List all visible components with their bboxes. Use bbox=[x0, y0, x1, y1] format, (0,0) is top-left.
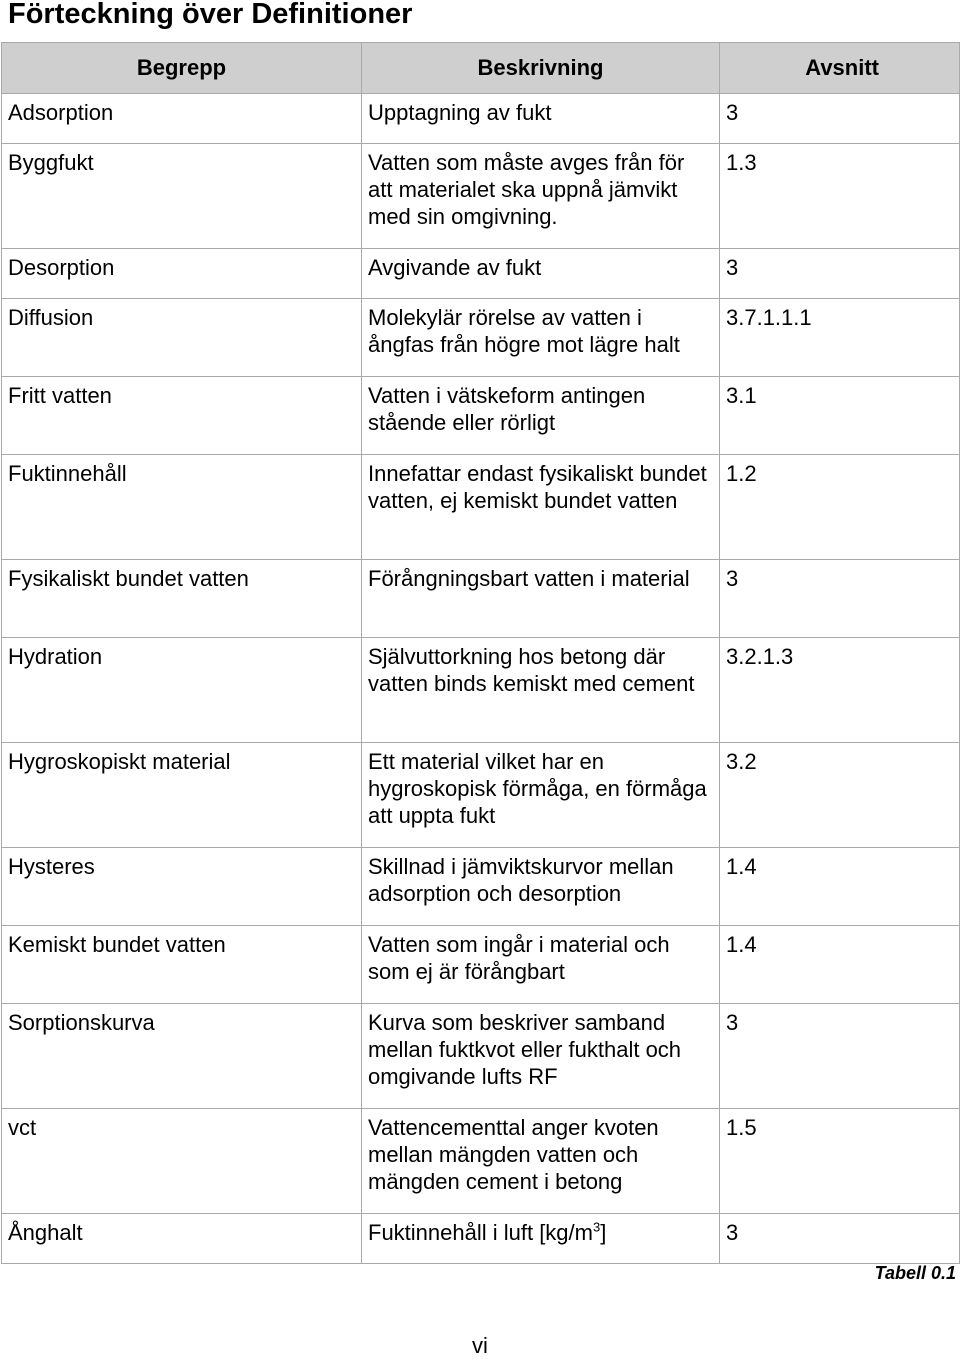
description-cell: Upptagning av fukt bbox=[362, 94, 720, 144]
table-row bbox=[2, 560, 960, 638]
description-text: Fuktinnehåll i luft [kg/m bbox=[368, 1220, 593, 1245]
term-cell: Hygroskopiskt material bbox=[2, 743, 362, 848]
table-caption: Tabell 0.1 bbox=[874, 1263, 956, 1283]
term-cell: Ånghalt bbox=[2, 1214, 362, 1264]
section-cell: 1.2 bbox=[720, 455, 960, 560]
section-cell: 3.2.1.3 bbox=[720, 638, 960, 743]
table-row bbox=[2, 455, 960, 560]
column-header-term: Begrepp bbox=[2, 43, 362, 94]
term-cell: Hysteres bbox=[2, 848, 362, 926]
table-header-row bbox=[2, 43, 960, 94]
description-cell: Vattencementtal anger kvoten mellan mängden vatten och mängden cement i betong bbox=[362, 1109, 720, 1214]
term-cell: Desorption bbox=[2, 249, 362, 299]
description-cell: Skillnad i jämviktskurvor mellan adsorption och desorption bbox=[362, 848, 720, 926]
term-cell: Hydration bbox=[2, 638, 362, 743]
description-text-end: ] bbox=[600, 1220, 607, 1245]
section-cell: 1.4 bbox=[720, 848, 960, 926]
table-row bbox=[2, 94, 960, 144]
table-row bbox=[2, 743, 960, 848]
term-cell: Fysikaliskt bundet vatten bbox=[2, 560, 362, 638]
term-cell: Sorptionskurva bbox=[2, 1004, 362, 1109]
section-cell: 1.5 bbox=[720, 1109, 960, 1214]
table-row bbox=[2, 1004, 960, 1109]
column-header-section: Avsnitt bbox=[720, 43, 960, 94]
table-row bbox=[2, 638, 960, 743]
description-cell: Självuttorkning hos betong där vatten binds kemiskt med cement bbox=[362, 638, 720, 743]
term-cell: vct bbox=[2, 1109, 362, 1214]
description-cell: Avgivande av fukt bbox=[362, 249, 720, 299]
column-header-description: Beskrivning bbox=[362, 43, 720, 94]
section-cell: 3.1 bbox=[720, 377, 960, 455]
table-row bbox=[2, 299, 960, 377]
section-cell: 3.2 bbox=[720, 743, 960, 848]
table-row bbox=[2, 1214, 960, 1264]
term-cell: Adsorption bbox=[2, 94, 362, 144]
description-cell bbox=[362, 1214, 720, 1264]
section-cell: 3 bbox=[720, 1214, 960, 1264]
description-cell: Vatten som ingår i material och som ej är förångbart bbox=[362, 926, 720, 1004]
definitions-table bbox=[1, 42, 960, 1264]
section-cell: 3 bbox=[720, 94, 960, 144]
section-cell: 3.7.1.1.1 bbox=[720, 299, 960, 377]
term-cell: Fritt vatten bbox=[2, 377, 362, 455]
table-row bbox=[2, 249, 960, 299]
description-superscript: 3 bbox=[592, 1219, 601, 1235]
section-cell: 1.4 bbox=[720, 926, 960, 1004]
section-cell: 1.3 bbox=[720, 144, 960, 249]
section-cell: 3 bbox=[720, 249, 960, 299]
description-cell: Innefattar endast fysikaliskt bundet vatten, ej kemiskt bundet vatten bbox=[362, 455, 720, 560]
description-cell: Vatten i vätskeform antingen stående eller rörligt bbox=[362, 377, 720, 455]
table-row bbox=[2, 377, 960, 455]
table-row bbox=[2, 1109, 960, 1214]
description-cell: Kurva som beskriver samband mellan fuktkvot eller fukthalt och omgivande lufts RF bbox=[362, 1004, 720, 1109]
table-row bbox=[2, 848, 960, 926]
section-cell: 3 bbox=[720, 1004, 960, 1109]
table-row bbox=[2, 144, 960, 249]
table-row bbox=[2, 926, 960, 1004]
description-cell: Förångningsbart vatten i material bbox=[362, 560, 720, 638]
section-cell: 3 bbox=[720, 560, 960, 638]
term-cell: Byggfukt bbox=[2, 144, 362, 249]
page-title: Förteckning över Definitioner bbox=[8, 0, 413, 30]
description-cell: Vatten som måste avges från för att materialet ska uppnå jämvikt med sin omgivning. bbox=[362, 144, 720, 249]
page-number: vi bbox=[472, 1333, 488, 1358]
term-cell: Diffusion bbox=[2, 299, 362, 377]
description-cell: Molekylär rörelse av vatten i ångfas från högre mot lägre halt bbox=[362, 299, 720, 377]
term-cell: Kemiskt bundet vatten bbox=[2, 926, 362, 1004]
description-cell: Ett material vilket har en hygroskopisk förmåga, en förmåga att uppta fukt bbox=[362, 743, 720, 848]
term-cell: Fuktinnehåll bbox=[2, 455, 362, 560]
